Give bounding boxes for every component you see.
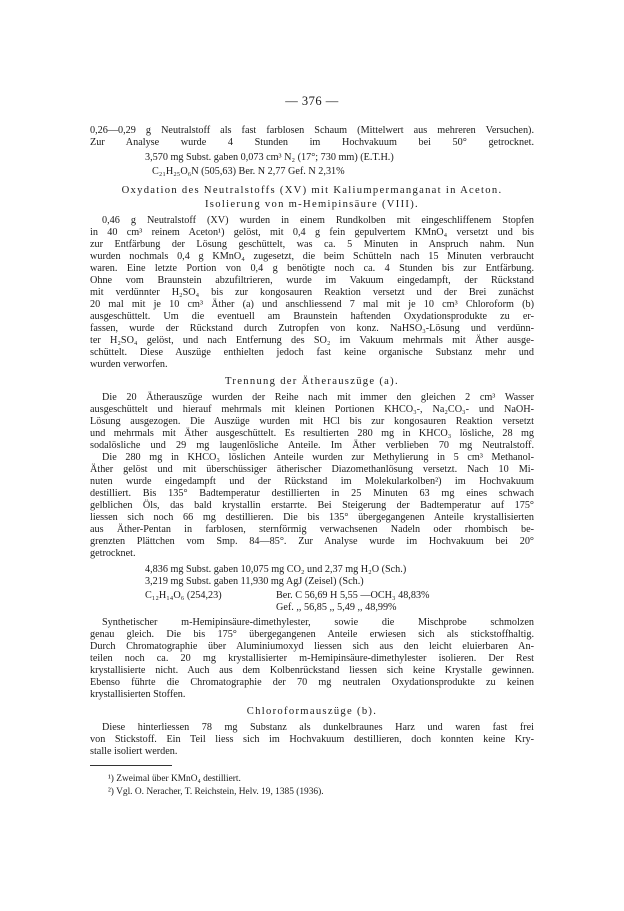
text-line: Gef. ,, 56,85 ,, 5,49 ,, 48,99% xyxy=(276,602,397,613)
footnote-divider xyxy=(90,765,172,766)
text-line: 3,570 mg Subst. gaben 0,073 cm³ N₂ (17°; 730 mm) (E.T.H.) xyxy=(145,152,394,163)
text-line: von Stickstoff. Ein Teil liess sich im Hochvakuum destillieren, doch konnten keine Kry- xyxy=(90,734,534,745)
text-line: mit verdünnter H₂SO₄ bis zur kongosauren Reaktion versetzt und der Brei zunächst xyxy=(90,287,534,298)
text-line: 3,219 mg Subst. gaben 11,930 mg AgJ (Zeisel) (Sch.) xyxy=(145,576,364,587)
text-line: Äther gelöst und mit überschüssiger ätherischer Diazomethanlösung versetzt. Nach 10 Mi- xyxy=(90,464,534,475)
text-line: Ebenso führte die Chromatographie der 70 mg neutralen Oxydationsprodukte zu keinen xyxy=(90,677,534,688)
text-line: C₁₂H₁₄O₆ (254,23) xyxy=(145,590,222,601)
text-line: wurden nochmals 0,4 g KMnO₄ zugesetzt, die beim Schütteln nach 15 Minuten verbraucht xyxy=(90,251,534,262)
text-line: gelblichen Öls, das bald krystallin erstarrte. Bei Steigerung der Badtemperatur auf 175° xyxy=(90,500,534,511)
text-line: Die 280 mg in KHCO₃ löslichen Anteile wurden zur Methylierung in 5 cm³ Methanol- xyxy=(102,452,534,463)
text-line: zur Entfärbung der Lösung geschüttelt, was ca. 5 Minuten in Anspruch nahm. Nun xyxy=(90,239,534,250)
text-line: C₂₁H₂₅O₆N (505,63) Ber. N 2,77 Gef. N 2,31% xyxy=(152,166,345,177)
text-line: Ber. C 56,69 H 5,55 —OCH₃ 48,83% xyxy=(276,590,430,601)
text-line: nuten wurde eingedampft und der Rückstand im Molekularkolben²) im Hochvakuum xyxy=(90,476,534,487)
text-line: ter H₂SO₄ gelöst, und nach Entfernung des SO₂ im Vakuum mehrmals mit Äther ausge- xyxy=(90,335,534,346)
text-line: krystallisierte nicht. Auch aus dem Kolbenrückstand liessen sich keine Krystalle gewinnen. xyxy=(90,665,534,676)
text-line: 0,26—0,29 g Neutralstoff als fast farblosen Schaum (Mittelwert aus mehreren Versuchen). xyxy=(90,125,534,136)
text-line: Oxydation des Neutralstoffs (XV) mit Kaliumpermanganat in Aceton. xyxy=(121,185,503,196)
text-line: Durch Chromatographie über Aluminiumoxyd liessen sich aus den leicht eluierbaren An- xyxy=(90,641,534,652)
text-line: fassen, wurde der Rückstand durch Zutropfen von konz. NaHSO₃-Lösung und verdünn- xyxy=(90,323,534,334)
text-line: Diese hinterliessen 78 mg Substanz als dunkelbraunes Harz und waren fast frei xyxy=(102,722,534,733)
text-line: 0,46 g Neutralstoff (XV) wurden in einem Rundkolben mit eingeschliffenem Stopfen xyxy=(102,215,534,226)
text-line: 20 mal mit je 10 cm³ Äther (a) und anschliessend 7 mal mit je 10 cm³ Chloroform (b) xyxy=(90,299,534,310)
text-line: grenzten Plättchen vom Smp. 84—85°. Zur Analyse wurde im Hochvakuum bei 20° xyxy=(90,536,534,547)
text-line: und mehrmals mit Äther ausgeschüttelt. Es resultierten 280 mg in KHCO₃ lösliche, 28 mg xyxy=(90,428,534,439)
text-line: teilen noch ca. 20 mg krystallisierter m-Hemipinsäure-dimethylester isolieren. Der Rest xyxy=(90,653,534,664)
text-line: sodalösliche und 29 mg laugenlösliche Anteile. Im Äther verblieben 70 mg Neutralstoff. xyxy=(90,440,534,451)
text-line: waren. Eine letzte Portion von 0,4 g benötigte noch ca. 4 Stunden bis zur Entfärbung. xyxy=(90,263,534,274)
text-line: aus Äther-Pentan in farblosen, sternförmig verwachsenen Nadeln oder rhombisch be- xyxy=(90,524,534,535)
text-line: krystallisierten Stoffen. xyxy=(90,689,186,700)
text-line: Synthetischer m-Hemipinsäure-dimethylester, sowie die Mischprobe schmolzen xyxy=(102,617,534,628)
text-line: Ohne vom Braunstein abzufiltrieren, wurde im Vakuum eingedampft, der Rückstand xyxy=(90,275,534,286)
footnote: ¹) Zweimal über KMnO₄ destilliert. xyxy=(108,774,241,784)
footnote: ²) Vgl. O. Neracher, T. Reichstein, Helv. 19, 1385 (1936). xyxy=(108,787,324,797)
text-line: wurden verworfen. xyxy=(90,359,168,370)
text-line: ausgeschüttelt. Um die eventuell am Braunstein haftenden Oxydationsprodukte zu er- xyxy=(90,311,534,322)
text-line: stalle isoliert werden. xyxy=(90,746,178,757)
text-line: Isolierung von m-Hemipinsäure (VIII). xyxy=(204,199,420,210)
text-line: 4,836 mg Subst. gaben 10,075 mg CO₂ und 2,37 mg H₂O (Sch.) xyxy=(145,564,407,575)
text-line: getrocknet. xyxy=(90,548,136,559)
text-line: Chloroformauszüge (b). xyxy=(246,706,378,717)
text-line: in 40 cm³ reinem Aceton¹) gelöst, mit 0,4 g fein gepulvertem KMnO₄ versetzt und bis xyxy=(90,227,534,238)
text-line: Lösung ausgezogen. Die Auszüge wurden mit HCl bis zur kongosauren Reaktion versetzt xyxy=(90,416,534,427)
text-line: liessen sich noch 66 mg destillieren. Die bis 135° übergegangenen Anteile krystallisierten xyxy=(90,512,534,523)
text-line: genau gleich. Die bis 175° übergegangenen Anteile erwiesen sich als stickstoffhaltig. xyxy=(90,629,534,640)
text-line: Zur Analyse wurde 4 Stunden im Hochvakuum bei 50° getrocknet. xyxy=(90,137,534,148)
text-line: Die 20 Ätherauszüge wurden der Reihe nach mit immer den gleichen 2 cm³ Wasser xyxy=(102,392,534,403)
text-line: schüttelt. Diese Auszüge enthielten jedoch fast keine organische Substanz mehr und xyxy=(90,347,534,358)
text-line: ausgeschüttelt und hierauf mehrmals mit kleinen Portionen KHCO₃-, Na₂CO₃- und NaOH- xyxy=(90,404,534,415)
text-line: Trennung der Ätherauszüge (a). xyxy=(225,376,399,387)
page-number: — 376 — xyxy=(285,94,339,108)
text-line: destilliert. Bis 135° Badtemperatur destillierten in 25 Minuten 63 mg eines schwach xyxy=(90,488,534,499)
